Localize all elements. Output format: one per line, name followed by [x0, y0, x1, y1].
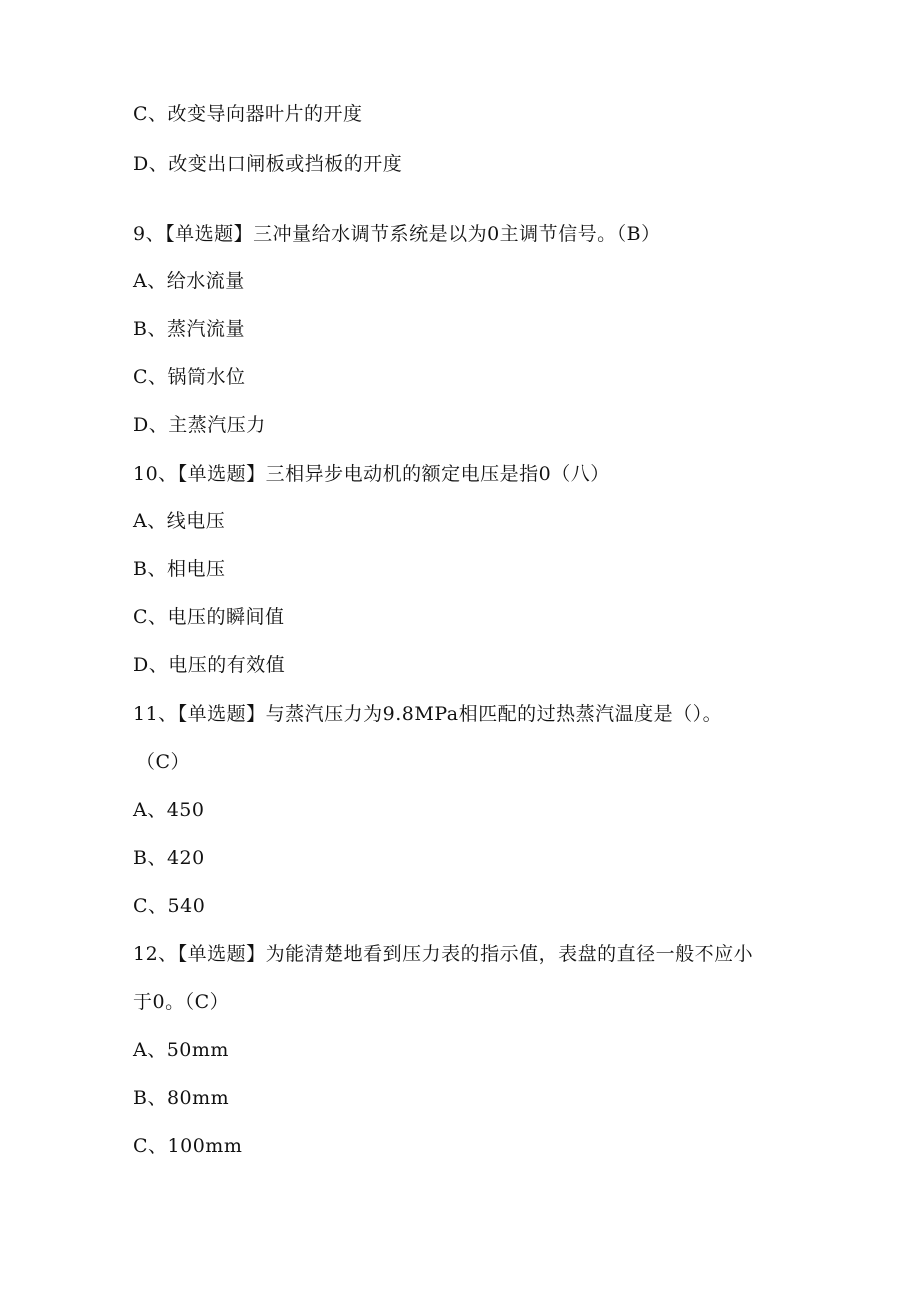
- option-c-q9: C、锅筒水位: [133, 366, 246, 388]
- option-c-q8: C、改变导向器叶片的开度: [133, 103, 363, 125]
- option-c-q12: C、100mm: [133, 1135, 243, 1157]
- option-b-q10: B、相电压: [133, 558, 226, 580]
- option-c-q11: C、540: [133, 895, 206, 917]
- option-d-q10: D、电压的有效值: [133, 654, 286, 676]
- question-11: 11、【单选题】与蒸汽压力为9.8MPa相匹配的过热蒸汽温度是（）。: [133, 703, 723, 725]
- question-9: 9、【单选题】三冲量给水调节系统是以为0主调节信号。（B）: [133, 223, 661, 245]
- option-b-q12: B、80mm: [133, 1087, 230, 1109]
- option-a-q12: A、50mm: [133, 1039, 229, 1061]
- option-b-q11: B、420: [133, 847, 205, 869]
- option-d-q9: D、主蒸汽压力: [133, 414, 266, 436]
- question-12: 12、【单选题】为能清楚地看到压力表的指示值，表盘的直径一般不应小: [133, 943, 754, 965]
- option-d-q8: D、改变出口闸板或挡板的开度: [133, 153, 403, 175]
- option-a-q11: A、450: [133, 799, 205, 821]
- question-10: 10、【单选题】三相异步电动机的额定电压是指0（八）: [133, 463, 610, 485]
- question-11-answer: （C）: [136, 751, 191, 773]
- option-c-q10: C、电压的瞬间值: [133, 606, 285, 628]
- option-b-q9: B、蒸汽流量: [133, 318, 245, 340]
- question-12-continuation: 于0。（C）: [133, 991, 230, 1013]
- option-a-q9: A、给水流量: [133, 270, 245, 292]
- option-a-q10: A、线电压: [133, 510, 226, 532]
